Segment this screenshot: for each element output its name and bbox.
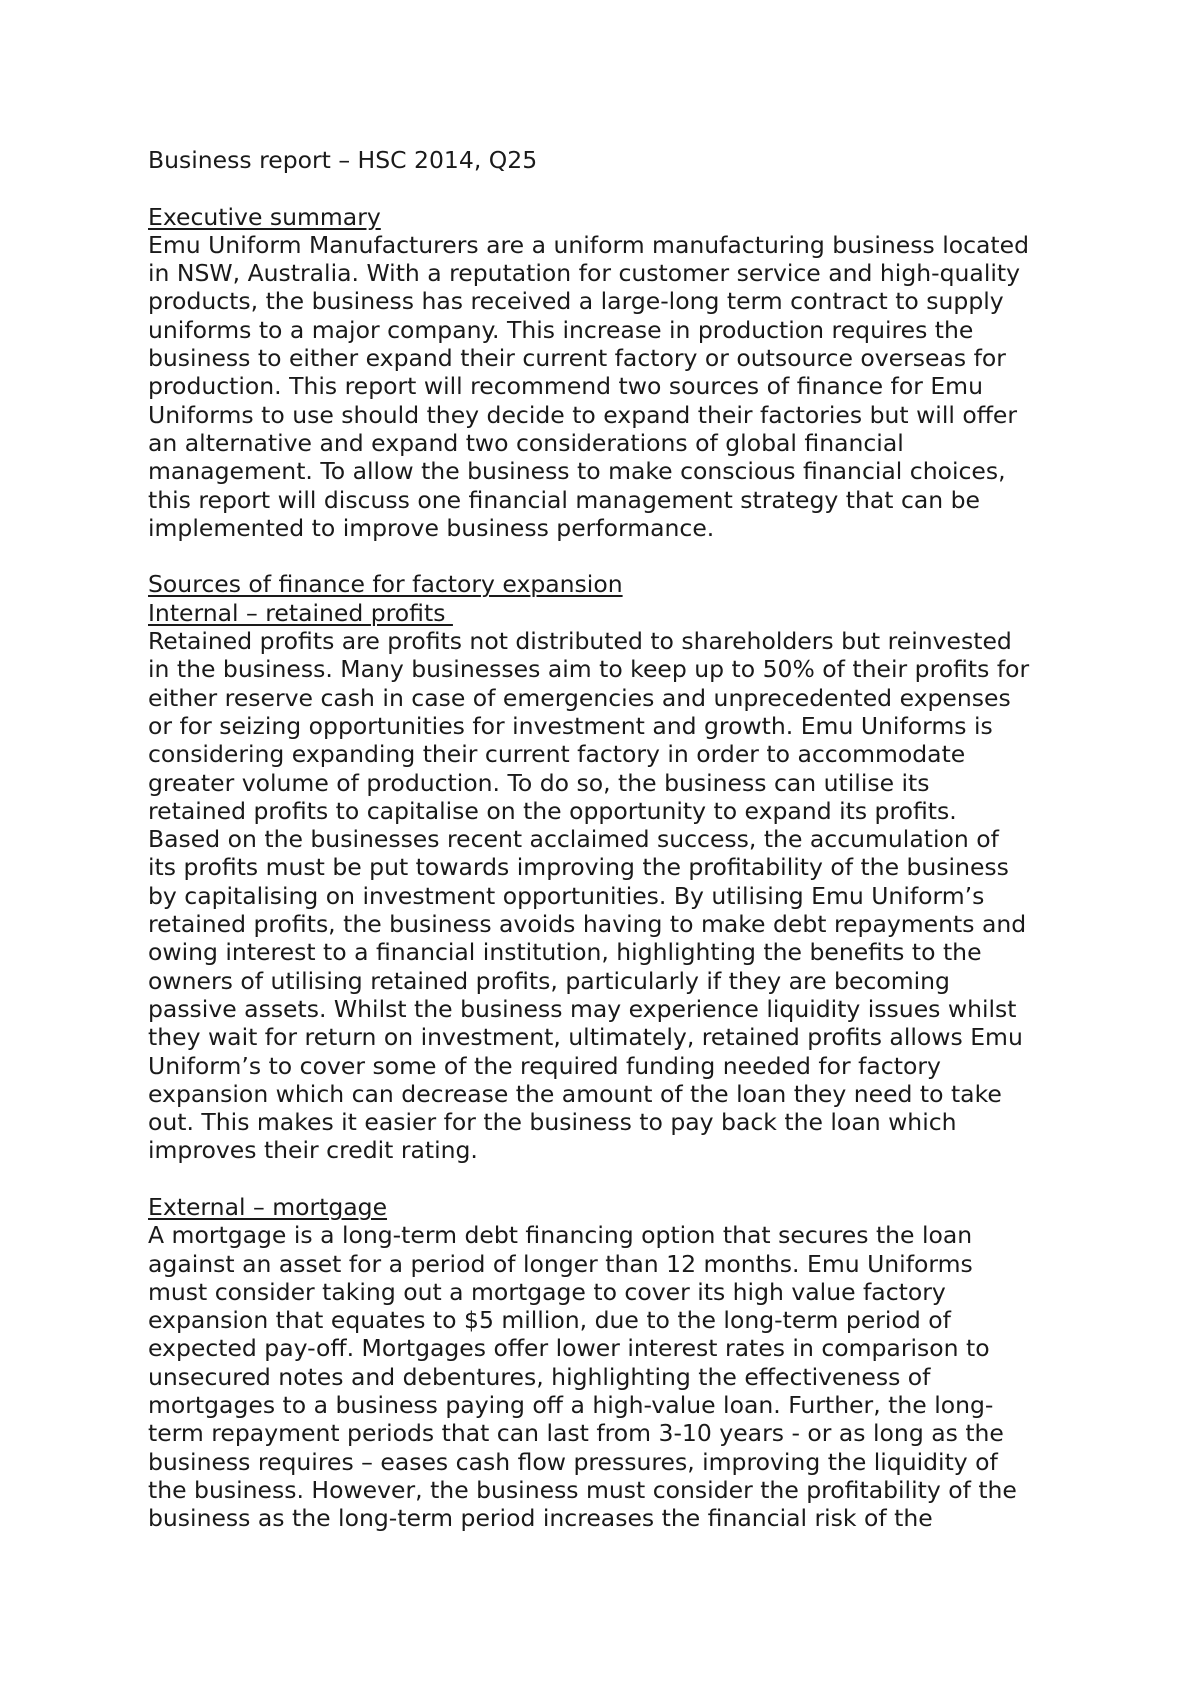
executive-summary-section	[148, 203, 1078, 543]
paragraph-line: owners of utilising retained profits, particularly if they are becoming	[148, 966, 950, 995]
paragraph-line: products, the business has received a large-long term contract to supply	[148, 287, 1004, 316]
paragraph-line: implemented to improve business performance.	[148, 513, 715, 542]
document-title: Business report – HSC 2014, Q25	[148, 146, 538, 174]
paragraph-line: passive assets. Whilst the business may experience liquidity issues whilst	[148, 994, 1017, 1023]
blank-line	[148, 174, 1078, 202]
paragraph-line: considering expanding their current factory in order to accommodate	[148, 740, 966, 769]
paragraph-line: out. This makes it easier for the business to pay back the loan which	[148, 1108, 957, 1137]
paragraph-line: expansion that equates to $5 million, due to the long-term period of	[148, 1306, 951, 1335]
paragraph-line: mortgages to a business paying off a high-value loan. Further, the long-	[148, 1391, 994, 1420]
paragraph-line: Retained profits are profits not distributed to shareholders but reinvested	[148, 627, 1012, 656]
internal-retained-profits-heading: Internal – retained profits	[148, 598, 453, 627]
paragraph-line: Emu Uniform Manufacturers are a uniform manufacturing business located	[148, 230, 1030, 259]
paragraph-line: greater volume of production. To do so, the business can utilise its	[148, 768, 930, 797]
paragraph-line: retained profits to capitalise on the opportunity to expand its profits.	[148, 796, 957, 825]
blank-line	[148, 1165, 1078, 1193]
paragraph-line: Based on the businesses recent acclaimed success, the accumulation of	[148, 825, 999, 854]
paragraph-line: A mortgage is a long-term debt financing option that secures the loan	[148, 1221, 973, 1250]
paragraph-line: by capitalising on investment opportunities. By utilising Emu Uniform’s	[148, 881, 985, 910]
paragraph-line: must consider taking out a mortgage to cover its high value factory	[148, 1277, 946, 1306]
paragraph-line: or for seizing opportunities for investment and growth. Emu Uniforms is	[148, 711, 993, 740]
paragraph-line: uniforms to a major company. This increase in production requires the	[148, 315, 974, 344]
executive-summary-heading: Executive summary	[148, 202, 381, 231]
sources-of-finance-heading: Sources of finance for factory expansion	[148, 570, 623, 599]
paragraph-line: expansion which can decrease the amount of the loan they need to take	[148, 1079, 1002, 1108]
paragraph-line: Uniforms to use should they decide to expand their factories but will offer	[148, 400, 1018, 429]
paragraph-line: the business. However, the business must consider the profitability of the	[148, 1475, 1017, 1504]
paragraph-line: this report will discuss one financial management strategy that can be	[148, 485, 981, 514]
paragraph-line: expected pay-off. Mortgages offer lower interest rates in comparison to	[148, 1334, 990, 1363]
paragraph-line: unsecured notes and debentures, highlighting the effectiveness of	[148, 1362, 931, 1391]
document-body	[148, 146, 1078, 1533]
sources-of-finance-section	[148, 570, 1078, 1532]
paragraph-line: in the business. Many businesses aim to keep up to 50% of their profits for	[148, 655, 1030, 684]
paragraph-line: its profits must be put towards improving the profitability of the business	[148, 853, 1009, 882]
paragraph-line: they wait for return on investment, ultimately, retained profits allows Emu	[148, 1023, 1023, 1052]
paragraph-line: against an asset for a period of longer than 12 months. Emu Uniforms	[148, 1249, 973, 1278]
paragraph-line: term repayment periods that can last from 3-10 years - or as long as the	[148, 1419, 1004, 1448]
paragraph-line: management. To allow the business to make conscious financial choices,	[148, 457, 1006, 486]
paragraph-line: improves their credit rating.	[148, 1136, 478, 1165]
paragraph-line: business requires – eases cash flow pressures, improving the liquidity of	[148, 1447, 998, 1476]
paragraph-line: retained profits, the business avoids having to make debt repayments and	[148, 910, 1027, 939]
paragraph-line: owing interest to a financial institution, highlighting the benefits to the	[148, 938, 982, 967]
paragraph-line: production. This report will recommend two sources of finance for Emu	[148, 372, 983, 401]
paragraph-line: business as the long-term period increases the financial risk of the	[148, 1504, 933, 1533]
paragraph-line: an alternative and expand two considerations of global financial	[148, 428, 904, 457]
blank-line	[148, 542, 1078, 570]
external-mortgage-heading: External – mortgage	[148, 1192, 388, 1221]
paragraph-line: Uniform’s to cover some of the required funding needed for factory	[148, 1051, 941, 1080]
paragraph-line: business to either expand their current factory or outsource overseas for	[148, 344, 1006, 373]
paragraph-line: in NSW, Australia. With a reputation for customer service and high-quality	[148, 259, 1021, 288]
paragraph-line: either reserve cash in case of emergencies and unprecedented expenses	[148, 683, 1011, 712]
